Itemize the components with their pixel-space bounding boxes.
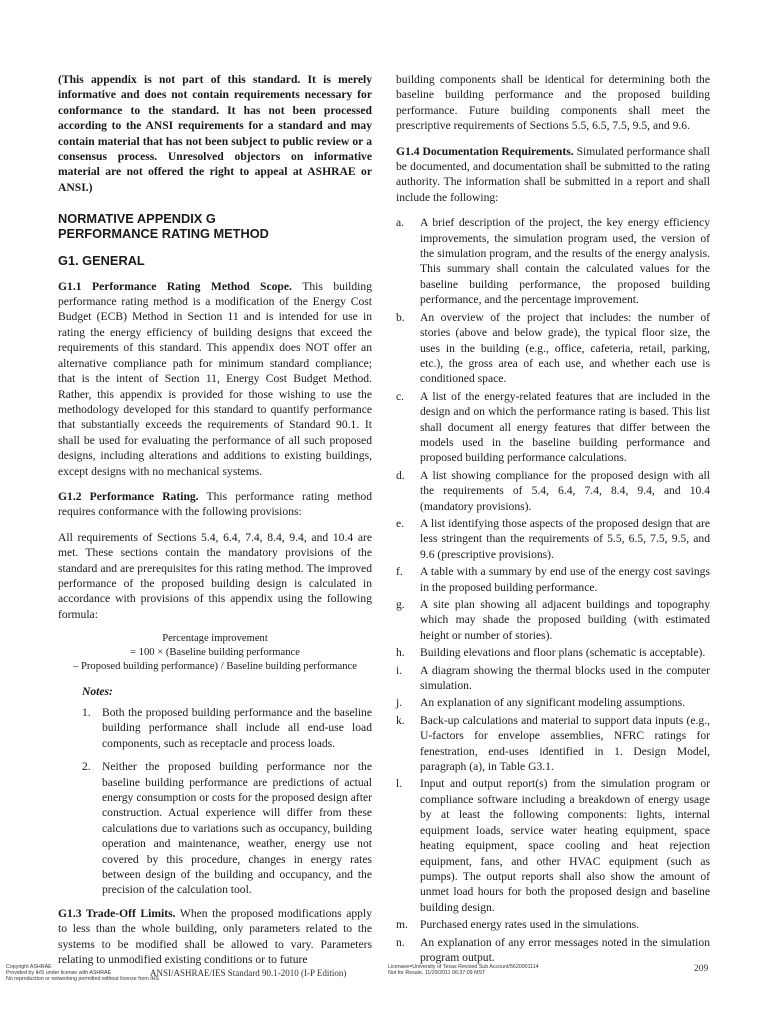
item-marker: j. [396,696,403,710]
item-text: Back-up calculations and material to support data inputs (e.g., U-factors for envelope assemblies, NFRC ratings for fenestration, end-uses identified in 1. Design Model, paragraph (a), in Table G3.1. [420,713,710,774]
item-text: Input and output report(s) from the simulation program or compliance software including a breakdown of energy usage by at least the following components: lights, internal equipment loads, service water heating equipment, space heating equipment, space cooling and heat rejection equipment, fans, and other HVAC equipment (such as pumps). The output reports shall also show the amount of unmet load hours for both the proposed design and baseline building design. [420,777,710,914]
note-text: Neither the proposed building performance nor the baseline building performance are predictions of actual energy consumption or costs for the proposed design after construction. Actual experience will differ from these calculations due to variations such as occupancy, building operation and maintenance, weather, energy use not covered by this procedure, changes in energy rates between design of the building and occupancy, and the precision of the calculation tool. [102,760,372,897]
item-marker: f. [396,565,403,579]
footer-license-line2: Not for Resale, 11/29/2011 06:37:09 MST [388,970,486,977]
item-marker: l. [396,777,403,791]
footer-license-line1: Licensee=University of Texas Revised Sub Account/5620001114 [388,964,539,970]
list-item [396,935,710,966]
footer-copyright-line1: Copyright ASHRAE [6,964,52,970]
item-marker: i. [396,663,403,677]
section-g1-3 [58,906,372,968]
right-column [396,72,710,967]
note-number: 2. [82,760,91,774]
item-marker: c. [396,389,405,403]
informative-note: (This appendix is not part of this standard. It is merely informative and does not contain requirements necessary for conformance to the standard. It has not been processed according to the ANSI requirements for a standard and may contain material that has not been subject to public review or a consensus process. Unresolved objectors on informative material are not offered the right to appeal at ASHRAE or ANSI.) [58,73,372,194]
item-marker: h. [396,646,405,660]
list-item [396,776,710,915]
item-text: A brief description of the project, the key energy efficiency improvements, the simulation program used, the version of the simulation program, and the results of the energy analysis. This summary shall contain the calculated values for the baseline building performance, the proposed building performance, and the percentage improvement. [420,216,710,307]
note-number: 1. [82,705,91,719]
item-marker: a. [396,216,405,230]
list-item [396,663,710,694]
formula-line2: = 100 × (Baseline building performance [130,646,300,658]
list-item [396,713,710,775]
footer-license [388,964,539,976]
general-heading: G1. GENERAL [58,253,145,269]
item-text: A table with a summary by end use of the energy cost savings in the proposed building performance. [420,565,710,594]
item-text: An overview of the project that includes: the number of stories (above and below grade), the typical floor size, the uses in the building (e.g., office, cafeteria, retail, parking, etc.), the gross area of each use, and whether each use is conditioned space. [420,310,710,386]
item-text: A list identifying those aspects of the proposed design that are less stringent than the requirements of 5.5, 6.5, 7.5, 9.5, and 9.6 (prescriptive provisions). [420,516,710,561]
item-text: An explanation of any error messages noted in the simulation program output. [420,935,710,964]
note-item [82,759,372,898]
formula [58,632,372,673]
g1-2-paragraph: All requirements of Sections 5.4, 6.4, 7.4, 8.4, 9.4, and 10.4 are met. These sections contain the mandatory provisions of the standard and are prerequisites for this rating method. The improved performance of the proposed building design is calculated in accordance with provisions of this appendix using the following formula: [58,530,372,621]
page-number: 209 [694,964,709,974]
item-text: A diagram showing the thermal blocks used in the computer simulation. [420,663,710,693]
list-item [396,917,710,932]
footer-copyright-line2: Provided by IHS under license with ASHRAE [6,970,112,977]
documentation-list [396,215,710,965]
item-marker: n. [396,935,405,949]
g1-4-heading: G1.4 Documentation Requirements. [396,144,574,158]
footer-copyright [6,964,159,983]
list-item [396,645,710,660]
g1-3-heading: G1.3 Trade-Off Limits. [58,906,176,920]
section-g1-4 [396,144,710,206]
appendix-title-line1: NORMATIVE APPENDIX G [58,211,216,227]
item-marker: g. [396,598,405,611]
g1-2-body: This performance rating method requires conformance with the following provisions: [58,489,373,519]
item-text: Building elevations and floor plans (schematic is acceptable). [420,646,706,660]
footer-standard-title: ANSI/ASHRAE/IES Standard 90.1-2010 (I-P Edition) [150,968,347,978]
item-marker: d. [396,468,405,482]
list-item [396,695,710,710]
list-item [396,597,710,643]
item-text: A site plan showing all adjacent buildings and topography which may shade the proposed building (with estimated height or number of stories). [420,598,710,642]
g1-4-body: Simulated performance shall be documented, and documentation shall be submitted to the rating authority. The information shall be submitted in a report and shall include the following: [396,144,710,204]
list-item [396,516,710,562]
list-item [396,564,710,595]
item-marker: k. [396,713,405,727]
section-g1-2 [58,489,372,520]
formula-line3: – Proposed building performance) / Baseline building performance [73,660,357,672]
list-item [396,310,710,387]
item-marker: m. [396,918,408,932]
note-item [82,705,372,751]
item-text: A list of the energy-related features that are included in the design and on which the performance rating is based. This list shall document all energy features that differ between the models used in the baseline building performance and proposed building performance calculations. [420,389,710,465]
g1-2-heading: G1.2 Performance Rating. [58,489,199,503]
list-item [396,389,710,466]
list-item [396,468,710,514]
item-text: A list showing compliance for the proposed design with all the requirements of 5.4, 6.4, 7.4, 8.4, 9.4, and 10.4 (mandatory provisions). [420,468,710,513]
left-column [58,72,372,977]
item-marker: e. [396,516,405,530]
item-text: An explanation of any significant modeling assumptions. [420,696,686,710]
list-item [396,215,710,307]
note-text: Both the proposed building performance and the baseline building performance shall include all end-use load components, such as receptacle and process loads. [102,705,372,750]
item-text: Purchased energy rates used in the simulations. [420,918,640,932]
g1-1-heading: G1.1 Performance Rating Method Scope. [58,279,292,293]
footer-copyright-line3: No reproduction or networking permitted without license from IHS [6,976,160,983]
notes-heading: Notes: [82,684,113,698]
formula-line1: Percentage improvement [162,633,268,645]
g1-3-body: When the proposed modifications apply to less than the whole building, only parameters related to the systems to be modified shall be allowed to vary. Parameters relating to unmodified existing conditions or to future [58,906,372,967]
item-marker: b. [396,310,405,324]
continued-paragraph: building components shall be identical for determining both the baseline building performance and the proposed building performance. Future building components shall meet the prescriptive requirements of Sections 5.5, 6.5, 7.5, 9.5, and 9.6. [396,73,710,133]
notes-list [58,705,372,898]
appendix-title-line2: PERFORMANCE RATING METHOD [58,226,269,242]
appendix-title [58,211,372,241]
section-g1-1 [58,279,372,479]
g1-1-body: This building performance rating method is a modification of the Energy Cost Budget (ECB) Method in Section 11 and is intended for use in rating the energy efficiency of building designs that exceed the requirements of this standard. This appendix does NOT offer an alternative compliance path for minimum standard compliance; that is the intent of Section 11, Energy Cost Budget Method. Rather, this appendix is provided for those wishing to use the methodology developed for this standard to quantify performance that substantially exceeds the requirements of Standard 90.1. It shall be used for evaluating the performance of all such proposed designs, including alterations and additions to existing buildings, except designs with no mechanical systems. [58,279,372,478]
